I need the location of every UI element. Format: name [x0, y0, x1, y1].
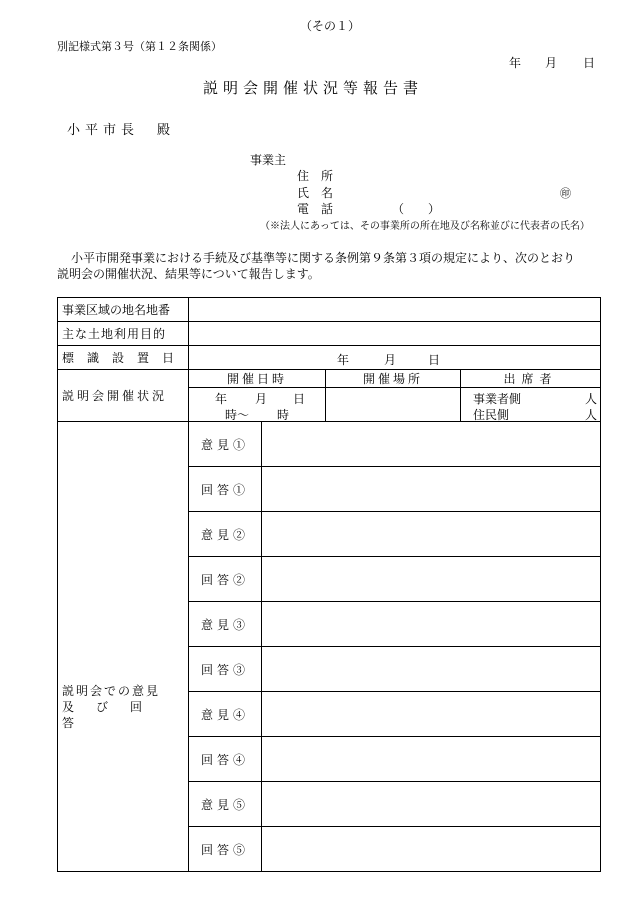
- sign-date-input[interactable]: [189, 346, 601, 370]
- answer-1-label: 回答①: [189, 467, 262, 512]
- form-number: 別記様式第３号（第１２条関係）: [57, 40, 222, 53]
- row-sign-date: [58, 346, 601, 370]
- dt-month: 月: [255, 392, 268, 406]
- attendee-business-label: 事業者側: [473, 392, 522, 406]
- answer-4-label: 回答④: [189, 737, 262, 782]
- status-label: 説明会開催状況: [58, 370, 189, 422]
- row-status-header: [58, 370, 601, 388]
- dt-day: 日: [293, 392, 306, 406]
- answer-2-label: 回答②: [189, 557, 262, 602]
- document-title: 説明会開催状況等報告書: [203, 79, 424, 97]
- phone-label: 電 話: [297, 202, 334, 216]
- seal-mark: ㊞: [560, 187, 571, 200]
- row-opinion-1: [58, 422, 601, 467]
- answer-5-input[interactable]: [262, 827, 601, 872]
- address-label: 住 所: [297, 169, 334, 183]
- answer-2-input[interactable]: [262, 557, 601, 602]
- purpose-input[interactable]: [189, 322, 601, 346]
- phone-parens: （ ）: [392, 202, 441, 216]
- opinion-5-input[interactable]: [262, 782, 601, 827]
- area-label: 事業区域の地名地番: [58, 298, 189, 322]
- opinion-2-label: 意見②: [189, 512, 262, 557]
- answer-4-input[interactable]: [262, 737, 601, 782]
- row-purpose: [58, 322, 601, 346]
- answer-1-input[interactable]: [262, 467, 601, 512]
- opinion-3-label: 意見③: [189, 602, 262, 647]
- page-label: （その１）: [300, 19, 361, 33]
- datetime-input[interactable]: [189, 388, 326, 422]
- opinion-1-label: 意見①: [189, 422, 262, 467]
- report-table: [57, 297, 601, 872]
- opinion-1-input[interactable]: [262, 422, 601, 467]
- answer-3-label: 回答③: [189, 647, 262, 692]
- opinion-4-label: 意見④: [189, 692, 262, 737]
- sign-date-label: 標識設置日: [58, 346, 189, 370]
- attendee-residents-unit: 人: [585, 408, 598, 422]
- dt-time-to: 時: [277, 408, 290, 422]
- corporate-note: （※法人にあっては、その事業所の所在地及び名称並びに代表者の氏名）: [260, 221, 590, 232]
- place-input[interactable]: [326, 388, 461, 422]
- body-text-line1: 小平市開発事業における手続及び基準等に関する条例第９条第３項の規定により、次のとおり: [71, 251, 576, 265]
- answer-3-input[interactable]: [262, 647, 601, 692]
- body-text-line2: 説明会の開催状況、結果等について報告します。: [57, 267, 320, 281]
- opinion-4-input[interactable]: [262, 692, 601, 737]
- col-place: 開催場所: [326, 370, 461, 388]
- date-year: 年: [509, 56, 522, 70]
- date-month: 月: [545, 56, 558, 70]
- area-input[interactable]: [189, 298, 601, 322]
- dt-time-from: 時〜: [225, 408, 250, 422]
- sign-date-day: 日: [428, 353, 441, 367]
- col-attendees: 出席者: [461, 370, 601, 388]
- row-area: [58, 298, 601, 322]
- attendee-residents-label: 住民側: [473, 408, 510, 422]
- opinion-2-input[interactable]: [262, 512, 601, 557]
- attendees-input[interactable]: [461, 388, 601, 422]
- dt-year: 年: [215, 392, 228, 406]
- opinions-label: [58, 422, 189, 872]
- sign-date-year: 年: [337, 353, 350, 367]
- date-day: 日: [583, 56, 596, 70]
- addressee: 小平市長 殿: [67, 123, 176, 138]
- answer-5-label: 回答⑤: [189, 827, 262, 872]
- sign-date-month: 月: [384, 353, 397, 367]
- attendee-business-unit: 人: [585, 392, 598, 406]
- purpose-label: 主な土地利用目的: [58, 322, 189, 346]
- col-datetime: 開催日時: [189, 370, 326, 388]
- opinion-5-label: 意見⑤: [189, 782, 262, 827]
- opinion-3-input[interactable]: [262, 602, 601, 647]
- applicant-heading: 事業主: [250, 153, 287, 167]
- opinions-label-line1: 説明会での意見: [62, 683, 161, 698]
- opinions-label-line2: 及び回答: [62, 699, 165, 730]
- name-label: 氏 名: [297, 186, 334, 200]
